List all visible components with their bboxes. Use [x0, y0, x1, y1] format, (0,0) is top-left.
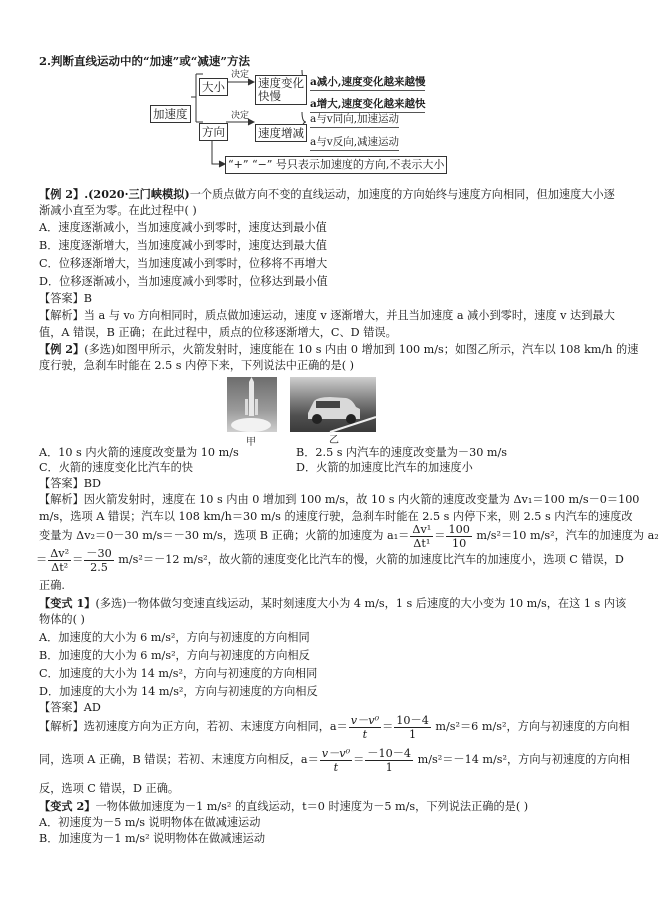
car-photo	[290, 377, 376, 432]
section-title: 2.判断直线运动中的“加速”或“减速”方法	[39, 54, 250, 68]
variant1-analysis-line2-tail: m/s²＝－14 m/s²，方向与初速度的方向相	[417, 753, 631, 766]
diagram-speed-increase-box: 速度增减	[255, 124, 307, 142]
example2-analysis-line3-text: 变量为 Δv₂＝0－30 m/s＝－30 m/s，选项 B 正确；火箭的加速度为 a₁＝	[39, 529, 410, 542]
example1-option-d: D．位移逐渐减小，当加速度减小到零时，位移达到最小值	[39, 275, 328, 288]
fraction-minus30-2.5: $\frac{-30}{2.5}$	[86, 546, 112, 574]
example1-stem-text: 一个质点做方向不变的直线运动，加速度的方向始终与速度方向相同，但加速度大小逐	[189, 188, 615, 201]
variant1-analysis-line1-text: 【解析】选初速度方向为正方向，若初、末速度方向相同，a＝	[39, 720, 348, 733]
example2-analysis-line3: 变量为 Δv₂＝0－30 m/s＝－30 m/s，选项 B 正确；火箭的加速度为 a₁＝ $\frac{\text{Δv¹}}{\text{Δt¹}}$ ＝ $\frac{100}{10}$ m/s²＝10 m/s²，汽车的加速度为 a₂	[39, 522, 659, 550]
rocket-icon	[227, 377, 277, 432]
variant1-option-c: C．加速度的大小为 14 m/s²，方向与初速度的方向相同	[39, 667, 318, 680]
example1-option-c: C．位移逐渐增大，当加速度减小到零时，位移将不再增大	[39, 257, 328, 270]
example2-answer: 【答案】BD	[39, 477, 101, 490]
fraction-10-4-1: $\frac{10-4}{1}$	[396, 713, 429, 741]
photo-caption-a: 甲	[246, 437, 256, 448]
diagram-leaf-opposite-direction: a与v反向,减速运动	[310, 134, 399, 151]
variant1-stem-text: (多选)一物体做匀变速直线运动，某时刻速度大小为 4 m/s，1 s 后速度的大小变为 10 m/s，在这 1 s 内该	[95, 597, 627, 610]
fraction-v-v0-t-2: $\frac{\text{v－v⁰}}{t}$	[321, 746, 351, 774]
variant1-analysis-line1: 【解析】选初速度方向为正方向，若初、末速度方向相同，a＝ $\frac{\text{v－v⁰}}{t}$ ＝ $\frac{10-4}{1}$ m/s²＝6 m/s²，方向与初速度的方向相	[39, 713, 630, 741]
variant1-option-a: A．加速度的大小为 6 m/s²，方向与初速度的方向相同	[39, 631, 310, 644]
diagram-speed-change-box	[255, 75, 307, 105]
fraction-dv2-dt2: $\frac{\text{Δv²}}{\text{Δt²}}$	[50, 546, 70, 574]
diagram-decides-label-2: 决定	[231, 111, 250, 121]
diagram-magnitude-box: 大小	[199, 78, 228, 96]
example1-stem-line2: 渐减小直至为零。在此过程中( )	[39, 204, 197, 217]
variant2-stem	[39, 799, 528, 814]
example2-option-b: B．2.5 s 内汽车的速度改变量为－30 m/s	[296, 446, 508, 459]
example1-source: (2020·三门峡模拟)	[88, 187, 190, 201]
variant1-tag: 【变式 1】	[39, 596, 96, 610]
example2-stem-text: (多选)如图甲所示，火箭发射时，速度能在 10 s 内由 0 增加到 100 m/s；如图乙所示，汽车以 108 km/h 的速	[84, 343, 639, 356]
example1-answer: 【答案】B	[39, 292, 92, 305]
fraction-v-v0-t: $\frac{\text{v－v⁰}}{t}$	[350, 713, 380, 741]
example2-stem-line2: 度行驶，急刹车时能在 2.5 s 内停下来，下列说法中正确的是( )	[39, 359, 354, 372]
diagram-root-box: 加速度	[150, 105, 191, 123]
diagram-leaf-increase: a增大,速度变化越来越快	[310, 96, 425, 113]
example1-analysis-line2: 值，A 错误，B 正确；在此过程中，质点的位移逐渐增大，C、D 错误。	[39, 326, 397, 339]
variant1-stem-line1	[39, 596, 626, 611]
example2-analysis-line1: 【解析】因火箭发射时，速度在 10 s 内由 0 增加到 100 m/s，故 10 s 内火箭的速度改变量为 Δv₁＝100 m/s－0＝100	[39, 493, 640, 506]
variant1-analysis-line2-text: 同，选项 A 正确，B 错误；若初、末速度方向相反，a＝	[39, 753, 319, 766]
variant2-tag: 【变式 2】	[39, 799, 96, 813]
diagram-leaf-decrease: a减小,速度变化越来越慢	[310, 74, 425, 91]
fraction-100-10: $\frac{100}{10}$	[448, 522, 470, 550]
variant1-option-d: D．加速度的大小为 14 m/s²，方向与初速度的方向相反	[39, 685, 318, 698]
example2-analysis-line5: 正确.	[39, 579, 65, 592]
variant2-option-b: B．加速度为－1 m/s² 说明物体在做减速运动	[39, 832, 266, 845]
example2-option-a: A．10 s 内火箭的速度改变量为 10 m/s	[39, 446, 239, 459]
variant2-stem-text: 一物体做加速度为－1 m/s² 的直线运动，t＝0 时速度为－5 m/s，下列说法正确的是( )	[95, 800, 529, 813]
car-icon	[290, 377, 376, 432]
example2-analysis-line4: ＝ $\frac{\text{Δv²}}{\text{Δt²}}$ ＝ $\frac{-30}{2.5}$ m/s²＝－12 m/s²，故火箭的速度变化比汽车的慢，火箭的加速度比汽车的加速度小，选项 C 错误，D	[36, 546, 624, 574]
fraction-minus10-4-1: $\frac{-10-4}{1}$	[367, 746, 412, 774]
diagram-decides-label-1: 决定	[231, 70, 250, 80]
variant1-analysis-line2: 同，选项 A 正确，B 错误；若初、末速度方向相反，a＝ $\frac{\text{v－v⁰}}{t}$ ＝ $\frac{-10-4}{1}$ m/s²＝－14 m/s²，方向与初速度的方向相	[39, 746, 631, 774]
example1-option-a: A．速度逐渐减小，当加速度减小到零时，速度达到最小值	[39, 221, 327, 234]
example2-tag: 【例 2】	[39, 342, 85, 356]
example1-analysis-line1: 【解析】当 a 与 v₀ 方向相同时，质点做加速运动，速度 v 逐渐增大，并且当加速度 a 减小到零时，速度 v 达到最大	[39, 309, 615, 322]
fraction-dv1-dt1: $\frac{\text{Δv¹}}{\text{Δt¹}}$	[412, 522, 432, 550]
example2-option-c: C．火箭的速度变化比汽车的快	[39, 461, 193, 474]
example2-analysis-line3-tail: m/s²＝10 m/s²，汽车的加速度为 a₂	[476, 529, 659, 542]
rocket-launch-photo	[227, 377, 277, 432]
variant1-answer: 【答案】AD	[39, 701, 101, 714]
example2-analysis-line4-text: m/s²＝－12 m/s²，故火箭的速度变化比汽车的慢，火箭的加速度比汽车的加速度小，选项 C 错误，D	[118, 553, 624, 566]
diagram-speed-change-line2: 快慢	[258, 89, 281, 103]
example1-option-b: B．速度逐渐增大，当加速度减小到零时，速度达到最大值	[39, 239, 327, 252]
diagram-direction-box: 方向	[199, 123, 228, 141]
diagram-sign-note: “+” “−” 号只表示加速度的方向,不表示大小	[225, 156, 447, 174]
diagram-leaf-same-direction: a与v同向,加速运动	[310, 111, 399, 128]
variant1-analysis-line1-tail: m/s²＝6 m/s²，方向与初速度的方向相	[435, 720, 630, 733]
example1-stem-line1	[39, 187, 615, 202]
example2-analysis-line2: m/s，选项 A 错误；汽车以 108 km/h＝30 m/s 的速度行驶，急刹车时能在 2.5 s 内停下来，则 2.5 s 内汽车的速度改	[39, 510, 633, 523]
example2-stem-line1	[39, 342, 638, 357]
example2-option-d: D．火箭的加速度比汽车的加速度小	[296, 461, 473, 474]
example1-tag: 【例 2】.	[39, 187, 89, 201]
variant1-option-b: B．加速度的大小为 6 m/s²，方向与初速度的方向相反	[39, 649, 310, 662]
photo-caption-b: 乙	[329, 435, 339, 446]
variant1-stem-line2: 物体的( )	[39, 613, 85, 626]
variant2-option-a: A．初速度为－5 m/s 说明物体在做减速运动	[39, 816, 261, 829]
diagram-speed-change-line1: 速度变化	[258, 76, 304, 90]
variant1-analysis-line3: 反，选项 C 错误，D 正确。	[39, 782, 180, 795]
